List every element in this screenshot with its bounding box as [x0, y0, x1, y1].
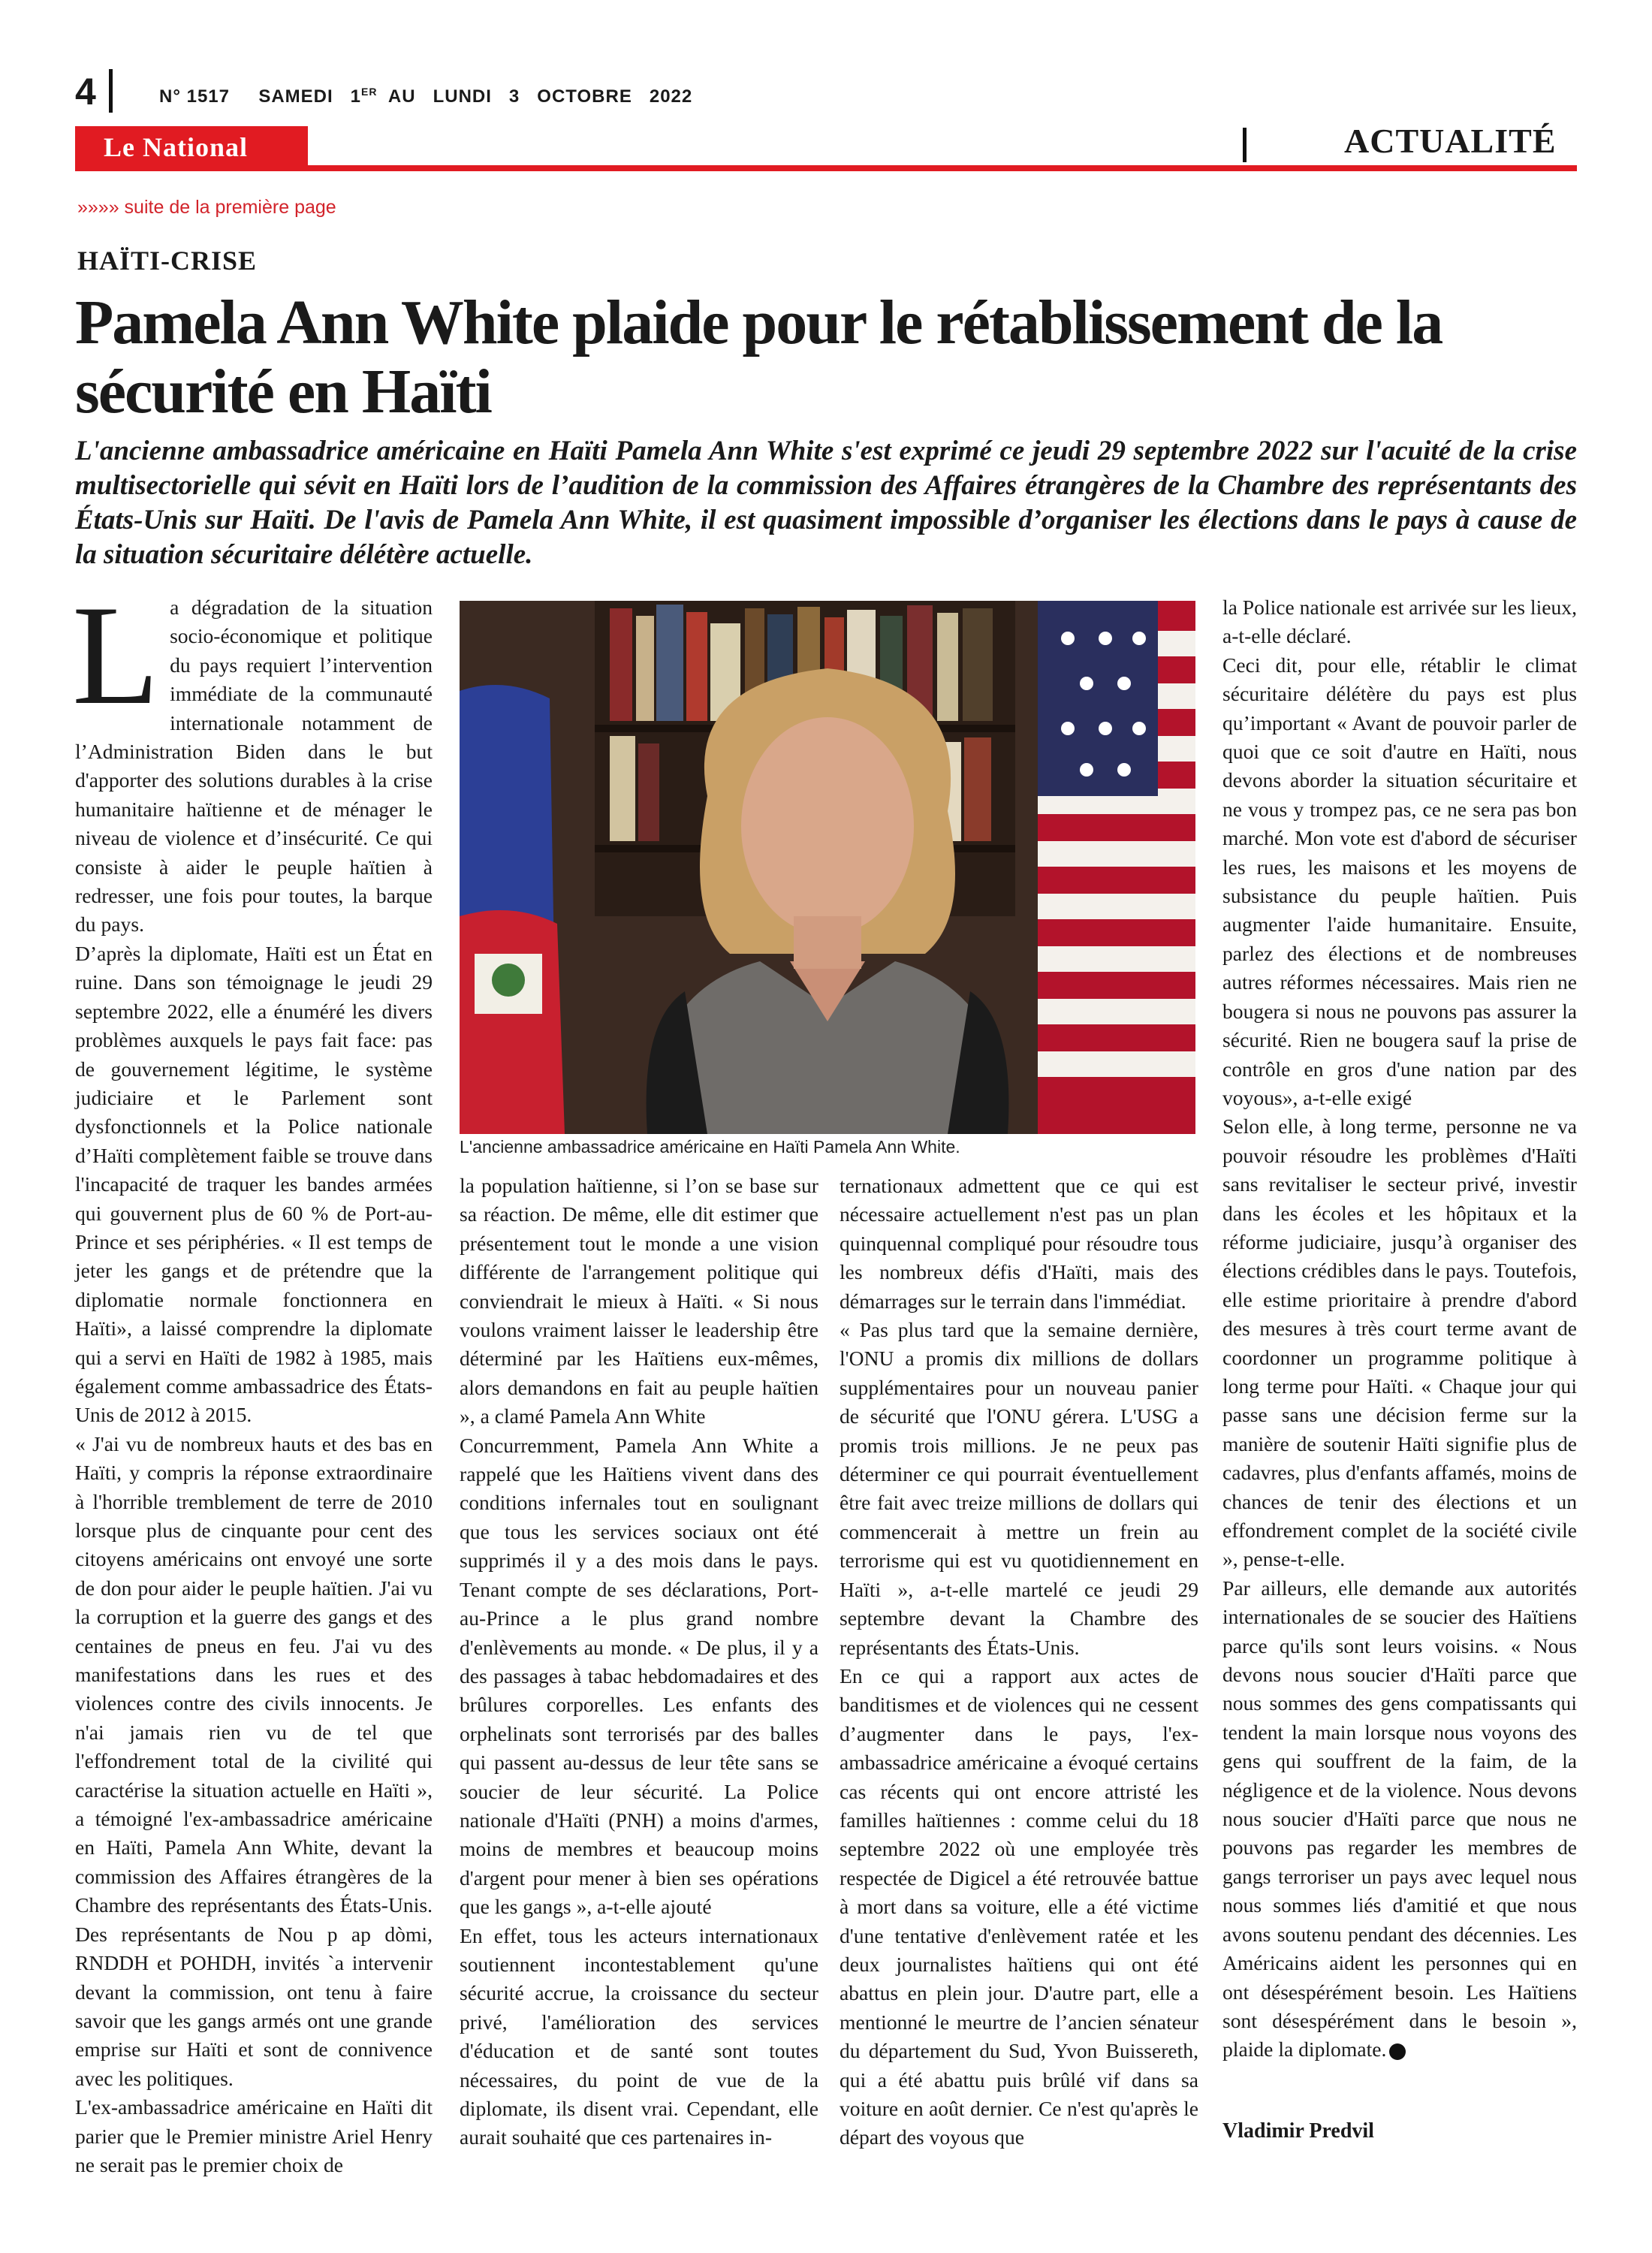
paragraph: Ceci dit, pour elle, rétablir le climat sécuritaire délétère du pays est plus qu’important « Avant de pouvoir parler de quoi que ce soit d'autre en Haïti, nous devons aborder la situation sécuritaire et ne vous y trompez pas, ce ne sera pas bon marché. Mon vote est d'abord de sécuriser les rues, les maisons et les moyens de subsistance du peuple haïtien. Puis augmenter l'aide humanitaire. Ensuite, parlez des élections et de nombreuses autres réformes nécessaires. Mais rien ne bougera si nous ne pouvons pas assurer la sécurité. Rien ne bougera sauf la prise de contrôle en gros d'une nation par des voyous», a-t-elle exigé [1222, 653, 1577, 1109]
paragraph: la Police nationale est arrivée sur les lieux, a-t-elle déclaré. [1222, 596, 1577, 648]
section-divider [1243, 128, 1247, 162]
paragraph: En ce qui a rapport aux actes de banditismes et de violences qui ne cessent d’augmenter dans le pays, l'ex-ambassadrice américaine a évoqué certains cas récents qui ont encore attristé les familles haïtiennes : comme celui du 18 septembre 2022 où une employée très respectée de Digicel a été retrouvée battue à mort dans sa voiture, elle a été victime d'une tentative d'enlèvement ratée et les deux journalistes haïtiens qui ont été abattus en plein jour. D'autre part, elle a mentionné le meurtre de l’ancien sénateur du département du Sud, Yvon Buissereth, qui a été abattu puis brûlé vif dans sa voiture en août dernier. Ce n'est qu'après le départ des voyous que [840, 1663, 1198, 2149]
kicker: HAÏTI-CRISE [77, 246, 258, 276]
paragraph-text: Par ailleurs, elle demande aux autorités internationales de se soucier des Haïtiens parce qu'ils sont leurs voisins. « Nous devons nous soucier d'Haïti parce que nous sommes des gens compatissants qui tendent la main lorsque nous voyons des gens qui souffrent de la faim, de la négligence et de la violence. Nous devons nous soucier d'Haïti parce que nous ne pouvons pas regarder les membres de gangs terroriser un pays avec lequel nous nous sommes liés d'amitié et que nous avons soutenu pendant des décennies. Les Américains aident les personnes qui en ont désespérément besoin. Les Haïtiens sont désespérément dans le besoin », plaide la diplomate. [1222, 1576, 1577, 2061]
end-mark-icon [1389, 2043, 1406, 2060]
paragraph: L'ex-ambassadrice américaine en Haïti dit parier que le Premier ministre Ariel Henry ne serait pas le premier choix de [75, 2095, 433, 2176]
page-number: 4 [75, 71, 96, 113]
continued-note: »»»» suite de la première page [77, 197, 336, 218]
paragraph: ternationaux admettent que ce qui est nécessaire actuellement n'est pas un plan quinquennal compliqué pour résoudre tous les nombreux défis d'Haïti, mais des démarrages sur le terrain dans l'immédiat. [840, 1174, 1198, 1313]
photo-illustration [460, 601, 1195, 1134]
article-column-3 [840, 1172, 1198, 2152]
paragraph: la population haïtienne, si l’on se base sur sa réaction. De même, elle dit estimer que présentement tout le monde a une vision différente de l'arrangement politique qui conviendrait le mieux à Haïti. « Si nous voulons vraiment laisser le leadership être déterminé par les Haïtiens eux-mêmes, alors demandons en fait au peuple haïtien », a clamé Pamela Ann White [460, 1174, 818, 1428]
paragraph: En effet, tous les acteurs internationaux soutiennent incontestablement qu'une sécurité accrue, la croissance du secteur privé, l'amélioration des services d'éducation et de santé sont toutes nécessaires, du point de vue de la diplomate, ils disent vrai. Cependant, elle aurait souhaité que ces partenaires in- [460, 1923, 818, 2149]
header-rule [75, 165, 1577, 171]
issue-ordinal: ER [361, 86, 378, 98]
dropcap: L [72, 577, 160, 734]
paragraph: « J'ai vu de nombreux hauts et des bas en Haïti, y compris la réponse extraordinaire à l'horrible tremblement de terre de 2010 lorsque plus de cinquante pour cent des citoyens américains ont envoyé une sorte de don pour aider le peuple haïtien. J'ai vu la corruption et la guerre des gangs et des centaines de pneus en feu. J'ai vu des manifestations dans les rues et des violences contre des civils innocents. Je n'ai jamais rien vu de tel que l'effondrement total de la civilité qui caractérise la situation actuelle en Haïti », a témoigné l'ex-ambassadrice américaine en Haïti, Pamela Ann White, devant la commission des Affaires étrangères de la Chambre des représentants des États-Unis. Des représentants de Nou p ap dòmi, RNDDH et POHDH, invités `a intervenir devant la commission, ont tenu à faire savoir que les gangs armés ont une grande emprise sur Haïti et sont de connivence avec les politiques. [75, 1431, 433, 2090]
article-column-1 [72, 577, 433, 2179]
page-number-divider [109, 69, 113, 113]
haitian-flag-icon [460, 685, 565, 1134]
issue-number-date: N° 1517 SAMEDI 1 [159, 86, 362, 107]
issue-date-rest: AU LUNDI 3 OCTOBRE 2022 [377, 86, 693, 107]
paragraph: Concurremment, Pamela Ann White a rappelé que les Haïtiens vivent dans des conditions infernales tout en soulignant que tous les services sociaux ont été supprimés il y a des mois dans le pays. Tenant compte de ses déclarations, Port-au-Prince a le plus grand nombre d'enlèvements au monde. « De plus, il y a des passages à tabac hebdomadaires et des brûlures corporelles. Les enfants des orphelinats sont terrorisés par des balles qui passent au-dessus de leur tête sans se soucier de leur sécurité. La Police nationale d'Haïti (PNH) a moins d'armes, moins de membres et beaucoup moins d'argent pour mener à bien ses opérations que les gangs », a-t-elle ajouté [460, 1433, 818, 1919]
paragraph [1222, 1574, 1577, 2064]
article-column-2 [460, 1172, 818, 2152]
us-flag-icon [1038, 601, 1195, 1134]
headline: Pamela Ann White plaide pour le rétablissement de la sécurité en Haïti [75, 288, 1442, 427]
article-photo [460, 601, 1195, 1134]
issue-line [159, 86, 692, 107]
section-title: ACTUALITÉ [1344, 122, 1557, 160]
lead-paragraph: L'ancienne ambassadrice américaine en Haïti Pamela Ann White s'est exprimé ce jeudi 29 septembre 2022 sur l'acuité de la crise multisectorielle qui sévit en Haïti lors de l’audition de la commission des Affaires étrangères de la Chambre des représentants des États-Unis sur Haïti. De l'avis de Pamela Ann White, il est quasiment impossible d’organiser les élections dans le pays à cause de la situation sécuritaire délétère actuelle. [75, 436, 1577, 570]
author-byline: Vladimir Predvil [1222, 2119, 1374, 2143]
article-column-4 [1222, 593, 1577, 2064]
paragraph: Selon elle, à long terme, personne ne va pouvoir résoudre les problèmes d'Haïti sans revitaliser le secteur privé, investir dans les écoles et les hôpitaux et la réforme judiciaire, jusqu’à organiser des élections crédibles dans le pays. Toutefois, elle estime prioritaire à prendre d'abord des mesures à très court terme avant de coordonner un programme politique à long terme pour Haïti. « Chaque jour qui passe sans une décision ferme sur la manière de soutenir Haïti signifie plus de cadavres, plus d'enfants affamés, moins de chances de tenir des élections et un effondrement complet de la société civile », pense-t-elle. [1222, 1114, 1577, 1571]
paragraph: D’après la diplomate, Haïti est un État en ruine. Dans son témoignage le jeudi 29 septembre 2022, elle a énuméré les divers problèmes auxquels le pays fait face: pas de gouvernement légitime, le système judiciaire et le Parlement sont dysfonctionnels et la Police nationale d’Haïti complètement faible se trouve dans l'incapacité de traquer les bandes armées qui gouvernent plus de 60 % de Port-au-Prince et ses périphéries. « Il est temps de jeter les gangs et de prétendre que la diplomatie normale fonctionnera en Haïti», a laissé comprendre la diplomate qui a servi en Haïti de 1982 à 1985, mais également comme ambassadrice des États-Unis de 2012 à 2015. [75, 941, 433, 1427]
paragraph: « Pas plus tard que la semaine dernière, l'ONU a promis dix millions de dollars supplémentaires pour un nouveau panier de sécurité que l'ONU gérera. L'USG a promis trois millions. Je ne peux pas déterminer ce qui pourrait éventuellement être fait avec treize millions de dollars qui commencerait à mettre un frein au terrorisme qui est vu quotidiennement en Haïti », a-t-elle martelé ce jeudi 29 septembre devant la Chambre des représentants des États-Unis. [840, 1318, 1198, 1659]
brand-name: Le National [104, 132, 249, 162]
photo-caption: L'ancienne ambassadrice américaine en Haïti Pamela Ann White. [460, 1137, 960, 1157]
paragraph: a dégradation de la situation socio-économique et politique du pays requiert l’intervention immédiate de la communauté internationale notamment de l’Administration Biden dans le but d'apporter des solutions durables à la crise humanitaire haïtienne et de ménager le niveau de violence et d’insécurité. Ce qui consiste à aider le peuple haïtien à redresser, une fois pour toutes, la barque du pays. [75, 596, 433, 936]
